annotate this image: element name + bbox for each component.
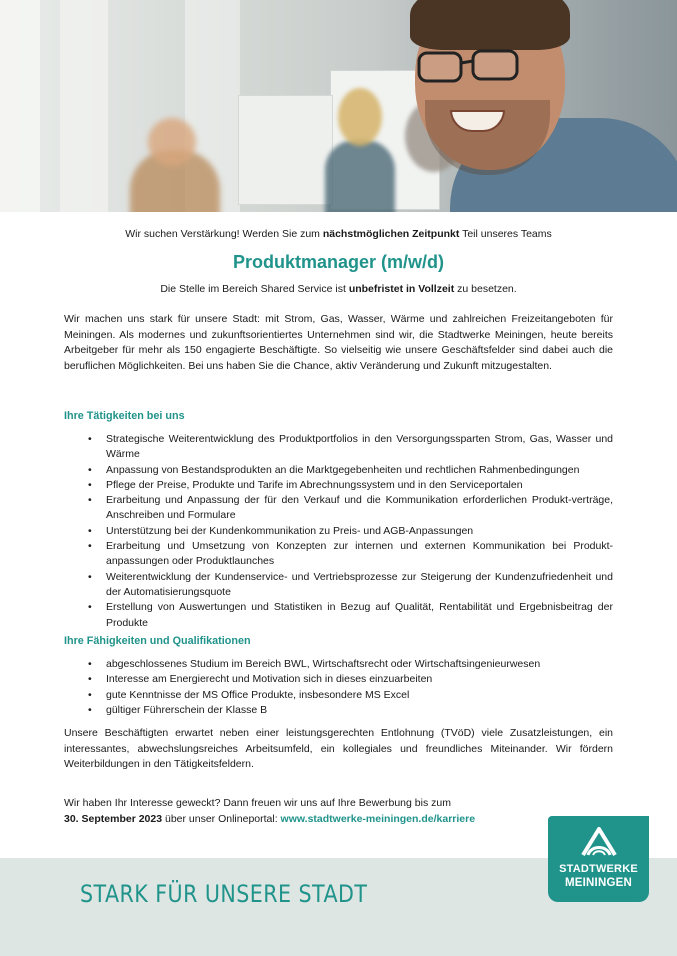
list-item: • gute Kenntnisse der MS Office Produkte, insbesondere MS Excel	[64, 688, 613, 703]
list-item: • Erarbeitung und Anpassung der für den Verkauf und die Kommunikation erforderlichen Produkt-verträge, Anschreiben und Formulare	[88, 494, 613, 522]
list-item: • Erstellung von Auswertungen und Statistiken in Bezug auf Qualität, Rentabilität und Ergebnisbeitrag der Produkte	[88, 601, 613, 629]
bullet-icon: •	[88, 494, 92, 507]
list-item: • abgeschlossenes Studium im Bereich BWL, Wirtschaftsrecht oder Wirtschaftsingenieurwesen	[64, 657, 613, 672]
logo-text-line1: STADTWERKE	[559, 863, 638, 875]
skills-heading: Ihre Fähigkeiten und Qualifikationen	[64, 635, 251, 647]
benefits-paragraph: Unsere Beschäftigten erwartet neben einer leistungsgerechten Entlohnung (TVöD) viele Zusatzleistungen, ein interessantes, abwechslungsreiches Arbeitsumfeld, ein kollegiales und freundliches Miteinander. Wir fördern Weiterbildungen in den Tätigkeitsfeldern.	[64, 727, 613, 770]
bullet-icon: •	[88, 703, 92, 716]
bullet-icon: •	[88, 463, 92, 476]
bullet-icon: •	[88, 524, 92, 537]
tasks-list	[64, 432, 613, 631]
list-item: • Interesse am Energierecht und Motivation sich in dieses einzuarbeiten	[64, 672, 613, 687]
list-item: • gültiger Führerschein der Klasse B	[64, 703, 613, 718]
list-item: • Strategische Weiterentwicklung des Produktportfolios in den Versorgungssparten Strom, Gas, Wasser und Wärme	[88, 433, 613, 461]
job-subtitle: Die Stelle im Bereich Shared Service ist unbefristet in Vollzeit zu besetzen.	[160, 283, 517, 295]
job-title: Produktmanager (m/w/d)	[232, 252, 445, 272]
application-paragraph: Wir haben Ihr Interesse geweckt? Dann freuen wir uns auf Ihre Bewerbung bis zum 30. September 2023 über unser Onlineportal: www.stadtwerke-meiningen.de/karriere	[64, 797, 476, 825]
list-item: • Anpassung von Bestandsprodukten an die Marktgegebenheiten und rechtlichen Rahmenbedingungen	[64, 463, 613, 478]
footer-slogan: STARK FÜR UNSERE STADT	[80, 880, 368, 908]
skills-list	[64, 657, 613, 718]
list-item: • Pflege der Preise, Produkte und Tarife im Abrechnungssystem und in den Serviceportalen	[64, 478, 613, 493]
tasks-heading: Ihre Tätigkeiten bei uns	[64, 410, 185, 422]
company-intro-paragraph: Wir machen uns stark für unsere Stadt: mit Strom, Gas, Wasser, Wärme und zahlreichen Freizeitangeboten für Meiningen. Als modernes und zukunftsorientiertes Unternehmen sind wir, die Stadtwerke Meiningen, heute bereits Arbeitgeber für mehr als 150 engagierte Beschäftigte. So vielseitig wie unsere Geschäftsfelder sind dabei auch die beruflichen Möglichkeiten. Bei uns haben Sie die Chance, aktiv Veränderung und Zukunft mitzugestalten.	[64, 313, 613, 372]
stadtwerke-logo	[548, 816, 649, 902]
bullet-icon: •	[88, 570, 92, 583]
bullet-icon: •	[88, 601, 92, 614]
logo-arch-icon	[581, 825, 617, 859]
bullet-icon: •	[88, 540, 92, 553]
logo-text-line2: MEININGEN	[565, 877, 632, 889]
list-item: • Unterstützung bei der Kundenkommunikation zu Preis- und AGB-Anpassungen	[64, 524, 613, 539]
career-portal-link[interactable]: www.stadtwerke-meiningen.de/karriere	[280, 813, 476, 825]
intro-line: Wir suchen Verstärkung! Werden Sie zum nächstmöglichen Zeitpunkt Teil unseres Teams	[125, 228, 552, 240]
list-item: • Weiterentwicklung der Kundenservice- und Vertriebsprozesse zur Steigerung der Kundenzufriedenheit und der Automatisierungsquote	[88, 570, 613, 598]
list-item: • Erarbeitung und Umsetzung von Konzepten zur internen und externen Kommunikation bei Produkt-anpassungen oder Produktlaunches	[88, 540, 613, 568]
bullet-icon: •	[88, 658, 92, 670]
hero-photo	[0, 0, 677, 212]
bullet-icon: •	[88, 673, 92, 686]
bullet-icon: •	[88, 478, 92, 491]
bullet-icon: •	[88, 688, 92, 701]
bullet-icon: •	[88, 433, 92, 445]
